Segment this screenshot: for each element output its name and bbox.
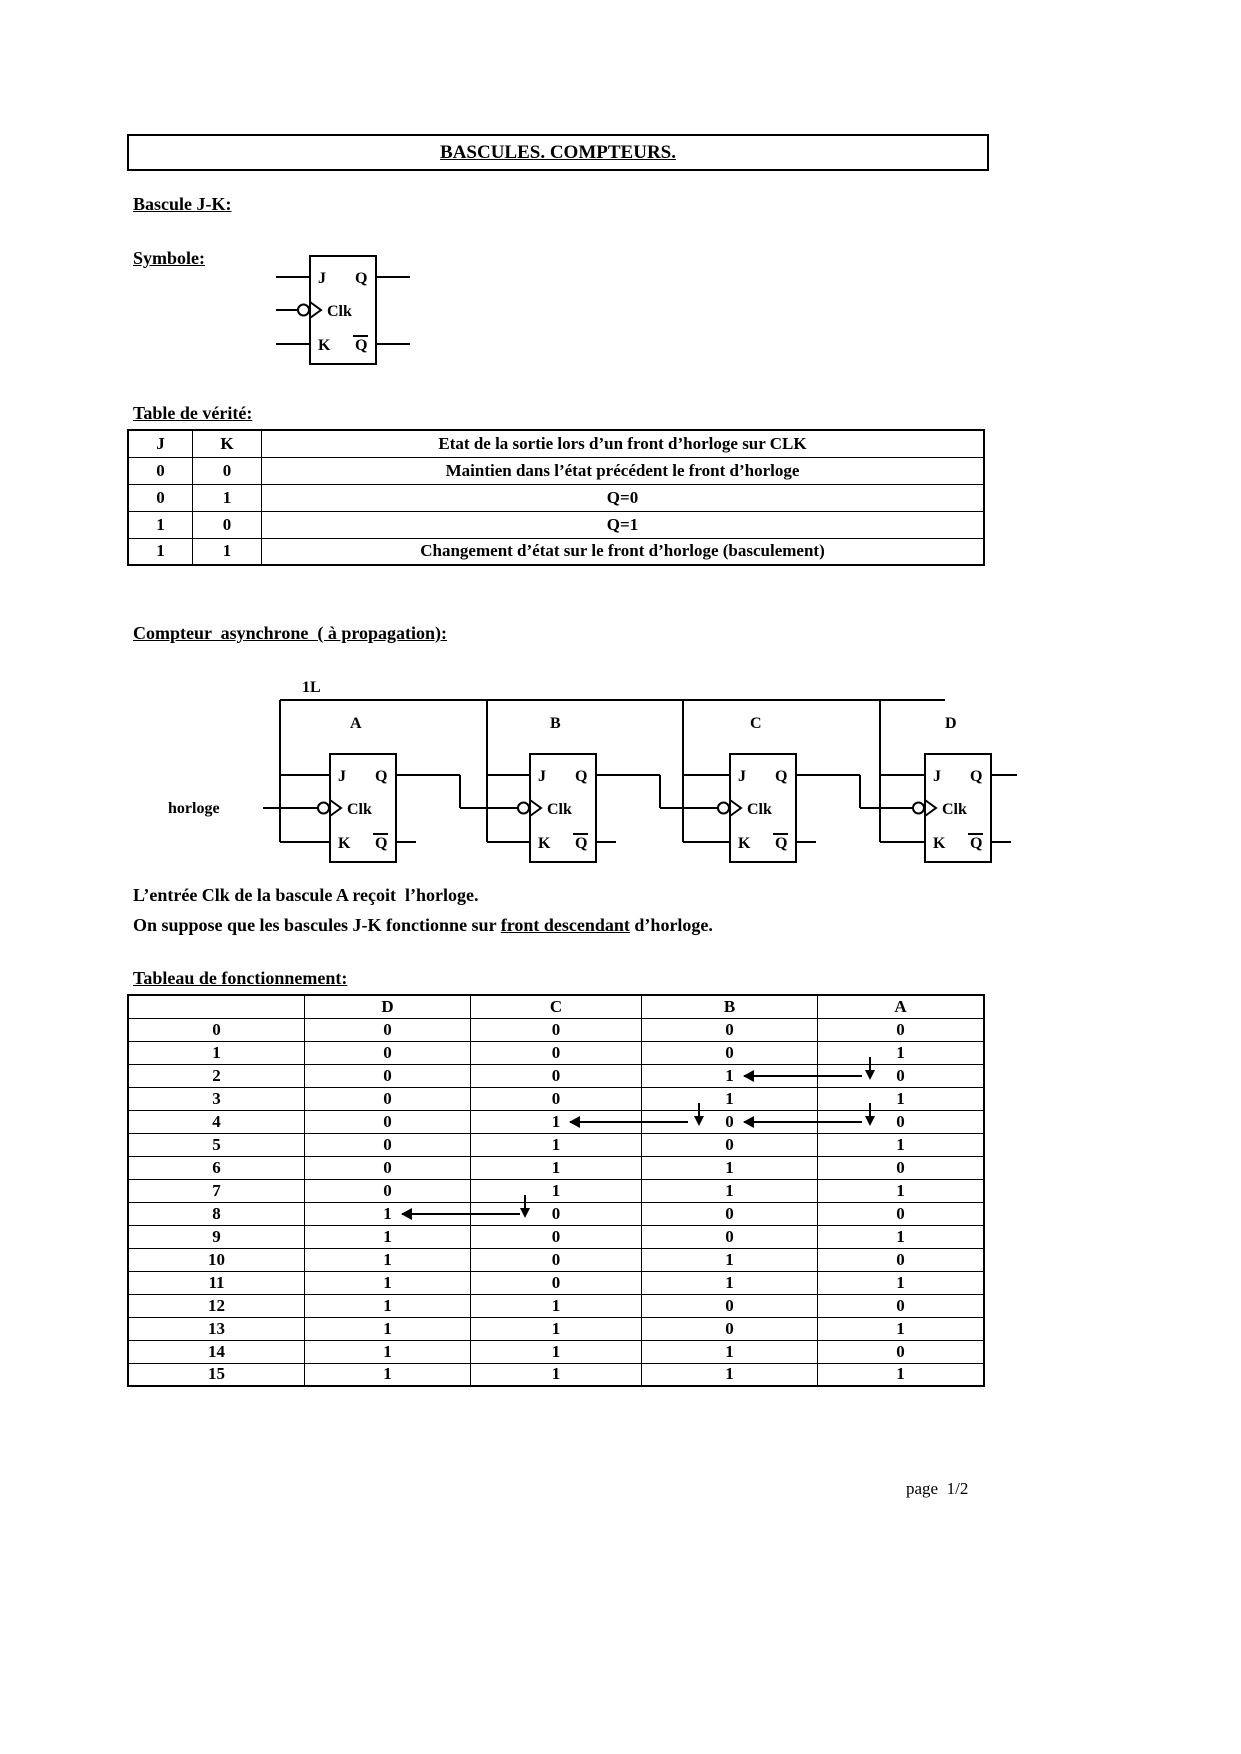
function-table-cell (818, 1041, 985, 1064)
function-table-cell (305, 1248, 471, 1271)
rail-label: 1L (302, 679, 321, 696)
bit-value: 1 (725, 1157, 734, 1177)
function-table-cell (305, 1064, 471, 1087)
function-table-cell (642, 1225, 818, 1248)
ff-qbar-label: Q (375, 835, 388, 852)
bit-value: 1 (383, 1364, 392, 1384)
bit-value: 0 (551, 1065, 561, 1085)
truth-table-cell: Q=0 (262, 484, 985, 511)
falling-edge-arrow-icon (524, 1195, 526, 1209)
ff-j-label: J (538, 768, 546, 785)
bit-value: 1 (551, 1134, 561, 1154)
edge-trigger-wedge-icon (310, 302, 321, 318)
truth-table-cell: 0 (193, 511, 262, 538)
inversion-bubble-icon (518, 803, 529, 814)
bit-value: 1 (896, 1134, 905, 1154)
bit-value: 0 (383, 1111, 392, 1131)
bit-value: 0 (896, 1157, 905, 1177)
function-table-cell (818, 1202, 985, 1225)
edge-trigger-wedge-icon (330, 800, 341, 816)
function-table-cell (642, 1317, 818, 1340)
ff-qbar-label: Q (970, 835, 983, 852)
function-table-header-cell (128, 995, 305, 1018)
function-table-cell (642, 1133, 818, 1156)
function-table-row-label: 13 (128, 1317, 305, 1340)
bit-value: 1 (551, 1157, 561, 1177)
note-text-pre: On suppose que les bascules J-K fonctionne sur (133, 915, 501, 935)
ff-k-label: K (538, 835, 551, 852)
ff-j-label: J (318, 270, 326, 287)
bit-value: 0 (551, 1203, 561, 1223)
function-table-cell (305, 1179, 471, 1202)
edge-trigger-wedge-icon (730, 800, 741, 816)
bit-value: 1 (383, 1226, 392, 1246)
function-table-cell (305, 1271, 471, 1294)
function-table-row-label: 8 (128, 1202, 305, 1225)
bit-value: 1 (383, 1203, 392, 1223)
ff-j-label: J (338, 768, 346, 785)
function-table-cell (642, 1087, 818, 1110)
function-table-row (128, 1087, 984, 1110)
function-table-row-label: 12 (128, 1294, 305, 1317)
function-table-cell (818, 1363, 985, 1386)
bit-value: 0 (551, 1226, 561, 1246)
function-table-row (128, 1340, 984, 1363)
clock-label: horloge (168, 800, 220, 817)
truth-table-cell: 1 (193, 484, 262, 511)
function-table-cell (642, 1179, 818, 1202)
function-table-cell (471, 1294, 642, 1317)
truth-table-header-cell: K (193, 430, 262, 457)
bit-value: 1 (896, 1226, 905, 1246)
truth-table-header-cell: J (128, 430, 193, 457)
bit-value: 1 (896, 1088, 905, 1108)
page-title: BASCULES. COMPTEURS. (440, 141, 676, 163)
jk-flipflop (318, 754, 396, 862)
ff-j-label: J (933, 768, 941, 785)
ff-clk-label: Clk (747, 801, 772, 818)
truth-table-header-cell: Etat de la sortie lors d’un front d’horloge sur CLK (262, 430, 985, 457)
function-table-cell (818, 1018, 985, 1041)
truth-table-cell: 1 (128, 511, 193, 538)
function-table-cell (818, 1064, 985, 1087)
function-table-cell (471, 1156, 642, 1179)
function-table-cell (642, 1340, 818, 1363)
function-table-cell (471, 1340, 642, 1363)
inversion-bubble-icon (718, 803, 729, 814)
bit-value: 0 (725, 1226, 734, 1246)
function-table-row-label: 3 (128, 1087, 305, 1110)
truth-table-row (128, 538, 984, 565)
bit-value: 1 (896, 1318, 905, 1338)
bit-value: 0 (896, 1341, 905, 1361)
function-table-row (128, 1064, 984, 1087)
flipflop-label: A (350, 715, 362, 732)
function-table-cell (642, 1110, 818, 1133)
bit-value: 1 (725, 1364, 734, 1384)
function-table-cell (642, 1363, 818, 1386)
bit-value: 1 (383, 1249, 392, 1269)
jk-flipflop (913, 754, 991, 862)
falling-edge-arrow-icon (869, 1103, 871, 1117)
bit-value: 1 (383, 1272, 392, 1292)
function-table-row-label: 11 (128, 1271, 305, 1294)
ff-qbar-label: Q (775, 835, 788, 852)
function-table-cell (305, 1041, 471, 1064)
bit-value: 1 (383, 1318, 392, 1338)
function-table-row (128, 1179, 984, 1202)
function-table-cell (305, 1087, 471, 1110)
function-table-cell (471, 1271, 642, 1294)
truth-table-cell: Changement d’état sur le front d’horloge (basculement) (262, 538, 985, 565)
ff-q-label: Q (575, 768, 588, 785)
inversion-bubble-icon (318, 803, 329, 814)
function-table-cell (818, 1225, 985, 1248)
function-table-row-label: 2 (128, 1064, 305, 1087)
function-table-row (128, 1271, 984, 1294)
ff-clk-label: Clk (547, 801, 572, 818)
ff-q-label: Q (355, 270, 368, 287)
bit-value: 1 (725, 1180, 734, 1200)
function-table-row (128, 1363, 984, 1386)
function-table-cell (305, 1156, 471, 1179)
function-table-cell (471, 1248, 642, 1271)
function-table-cell (471, 1041, 642, 1064)
function-table-row-label: 7 (128, 1179, 305, 1202)
function-table-row (128, 1248, 984, 1271)
function-table-cell (818, 1087, 985, 1110)
page-number: page 1/2 (906, 1479, 969, 1498)
function-table-cell (471, 1018, 642, 1041)
function-table-row (128, 1202, 984, 1225)
note-clock-input: L’entrée Clk de la bascule A reçoit l’horloge. (133, 885, 479, 905)
bit-value: 1 (551, 1318, 561, 1338)
jk-symbol-diagram (268, 250, 418, 382)
function-table-cell (471, 1202, 642, 1225)
function-table-cell (305, 1317, 471, 1340)
flipflop-label: C (750, 715, 762, 732)
bit-value: 0 (551, 1042, 561, 1062)
function-table-row (128, 1317, 984, 1340)
function-table-cell (642, 1018, 818, 1041)
function-table-row (128, 1294, 984, 1317)
note-text-underlined: front descendant (500, 915, 630, 935)
truth-table-cell: 1 (193, 538, 262, 565)
bit-value: 0 (551, 1088, 561, 1108)
function-table-cell (818, 1179, 985, 1202)
function-table-row-label: 4 (128, 1110, 305, 1133)
truth-table-cell: 0 (193, 457, 262, 484)
function-table-header-cell: A (818, 995, 985, 1018)
ff-qbar-label: Q (575, 835, 588, 852)
bit-value: 1 (725, 1272, 734, 1292)
async-counter-diagram (120, 664, 1020, 879)
function-table-cell (818, 1248, 985, 1271)
function-table-cell (305, 1294, 471, 1317)
truth-table-cell: 0 (128, 484, 193, 511)
bit-value: 1 (383, 1295, 392, 1315)
function-table-row-label: 0 (128, 1018, 305, 1041)
truth-table-row (128, 484, 984, 511)
bit-value: 0 (725, 1134, 734, 1154)
ff-k-label: K (933, 835, 946, 852)
ff-q-label: Q (970, 768, 983, 785)
bit-value: 1 (896, 1364, 905, 1384)
function-table-cell (818, 1133, 985, 1156)
truth-table (127, 429, 985, 566)
function-table-cell (305, 1225, 471, 1248)
truth-table-row (128, 511, 984, 538)
function-table-header-cell: D (305, 995, 471, 1018)
bit-value: 0 (725, 1318, 734, 1338)
bit-value: 0 (551, 1019, 561, 1039)
bit-value: 0 (725, 1042, 734, 1062)
function-table-header-row (128, 995, 984, 1018)
bit-value: 1 (725, 1065, 734, 1085)
function-table-row-label: 14 (128, 1340, 305, 1363)
function-table-cell (305, 1363, 471, 1386)
function-table-cell (471, 1133, 642, 1156)
ff-q-label: Q (775, 768, 788, 785)
bit-value: 1 (551, 1111, 561, 1131)
ff-qbar-label: Q (355, 337, 368, 354)
function-table-cell (818, 1294, 985, 1317)
function-table-cell (818, 1156, 985, 1179)
bit-value: 1 (896, 1180, 905, 1200)
function-table-row (128, 1225, 984, 1248)
truth-table-cell: Q=1 (262, 511, 985, 538)
ff-clk-label: Clk (942, 801, 967, 818)
bit-value: 0 (551, 1272, 561, 1292)
heading-truth-table: Table de vérité: (133, 403, 253, 423)
function-table-cell (818, 1317, 985, 1340)
function-table-cell (642, 1294, 818, 1317)
function-table-row (128, 1110, 984, 1133)
function-table-header-cell: B (642, 995, 818, 1018)
bit-value: 0 (896, 1065, 905, 1085)
function-table-row (128, 1133, 984, 1156)
truth-table-cell: Maintien dans l’état précédent le front d’horloge (262, 457, 985, 484)
bit-value: 1 (551, 1180, 561, 1200)
function-table-cell (818, 1271, 985, 1294)
function-table-row (128, 1041, 984, 1064)
truth-table-header-row (128, 430, 984, 457)
ff-k-label: K (318, 337, 331, 354)
function-table-cell (642, 1271, 818, 1294)
heading-bascule-jk: Bascule J-K: (133, 194, 232, 214)
bit-value: 1 (551, 1295, 561, 1315)
function-table-cell (642, 1248, 818, 1271)
ff-j-label: J (738, 768, 746, 785)
function-table-cell (642, 1202, 818, 1225)
bit-value: 0 (896, 1203, 905, 1223)
heading-counter: Compteur asynchrone ( à propagation): (133, 623, 448, 643)
function-table-cell (305, 1202, 471, 1225)
jk-flipflop (518, 754, 596, 862)
truth-table-cell: 0 (128, 457, 193, 484)
function-table-cell (818, 1110, 985, 1133)
falling-edge-arrow-icon (869, 1057, 871, 1071)
function-table-cell (471, 1087, 642, 1110)
function-table-cell (471, 1110, 642, 1133)
function-table-row-label: 1 (128, 1041, 305, 1064)
function-table-cell (471, 1179, 642, 1202)
flipflop-label: B (550, 715, 561, 732)
title-box (127, 134, 989, 171)
bit-value: 0 (383, 1019, 392, 1039)
function-table-cell (471, 1064, 642, 1087)
bit-value: 0 (725, 1019, 734, 1039)
bit-value: 0 (383, 1157, 392, 1177)
function-table-cell (305, 1018, 471, 1041)
function-table-cell (305, 1340, 471, 1363)
bit-value: 0 (896, 1295, 905, 1315)
bit-value: 1 (551, 1364, 561, 1384)
edge-trigger-wedge-icon (530, 800, 541, 816)
bit-value: 1 (551, 1341, 561, 1361)
function-table-cell (642, 1041, 818, 1064)
function-table-cell (305, 1110, 471, 1133)
note-falling-edge (133, 915, 713, 936)
ff-k-label: K (738, 835, 751, 852)
flipflop-label: D (945, 715, 957, 732)
bit-value: 0 (725, 1111, 734, 1131)
function-table-row-label: 5 (128, 1133, 305, 1156)
ff-clk-label: Clk (347, 801, 372, 818)
note-text-post: d’horloge. (629, 915, 713, 935)
bit-value: 0 (383, 1180, 392, 1200)
bit-value: 1 (383, 1341, 392, 1361)
function-table-cell (305, 1133, 471, 1156)
function-table-row-label: 15 (128, 1363, 305, 1386)
bit-value: 1 (725, 1341, 734, 1361)
truth-table-row (128, 457, 984, 484)
bit-value: 0 (383, 1088, 392, 1108)
bit-value: 0 (725, 1203, 734, 1223)
function-table-cell (642, 1064, 818, 1087)
falling-edge-arrow-icon (698, 1103, 700, 1117)
function-table-cell (818, 1340, 985, 1363)
bit-value: 1 (725, 1249, 734, 1269)
bit-value: 0 (383, 1134, 392, 1154)
bit-value: 1 (896, 1042, 905, 1062)
function-table (127, 994, 985, 1387)
function-table-cell (471, 1317, 642, 1340)
jk-flipflop (718, 754, 796, 862)
bit-value: 0 (896, 1019, 905, 1039)
function-table-cell (642, 1156, 818, 1179)
function-table-cell (471, 1363, 642, 1386)
function-table-row-label: 6 (128, 1156, 305, 1179)
edge-trigger-wedge-icon (925, 800, 936, 816)
bit-value: 0 (551, 1249, 561, 1269)
function-table-cell (471, 1225, 642, 1248)
ff-k-label: K (338, 835, 351, 852)
heading-function-table: Tableau de fonctionnement: (133, 968, 348, 988)
jk-flipflop (298, 256, 376, 364)
bit-value: 1 (896, 1272, 905, 1292)
bit-value: 0 (896, 1249, 905, 1269)
ff-q-label: Q (375, 768, 388, 785)
function-table-row (128, 1156, 984, 1179)
heading-symbole: Symbole: (133, 248, 205, 268)
ff-clk-label: Clk (327, 303, 352, 320)
truth-table-cell: 1 (128, 538, 193, 565)
bit-value: 0 (725, 1295, 734, 1315)
bit-value: 0 (896, 1111, 905, 1131)
function-table-row-label: 9 (128, 1225, 305, 1248)
bit-value: 0 (383, 1042, 392, 1062)
bit-value: 0 (383, 1065, 392, 1085)
function-table-row (128, 1018, 984, 1041)
function-table-row-label: 10 (128, 1248, 305, 1271)
function-table-header-cell: C (471, 995, 642, 1018)
bit-value: 1 (725, 1088, 734, 1108)
inversion-bubble-icon (298, 305, 309, 316)
inversion-bubble-icon (913, 803, 924, 814)
